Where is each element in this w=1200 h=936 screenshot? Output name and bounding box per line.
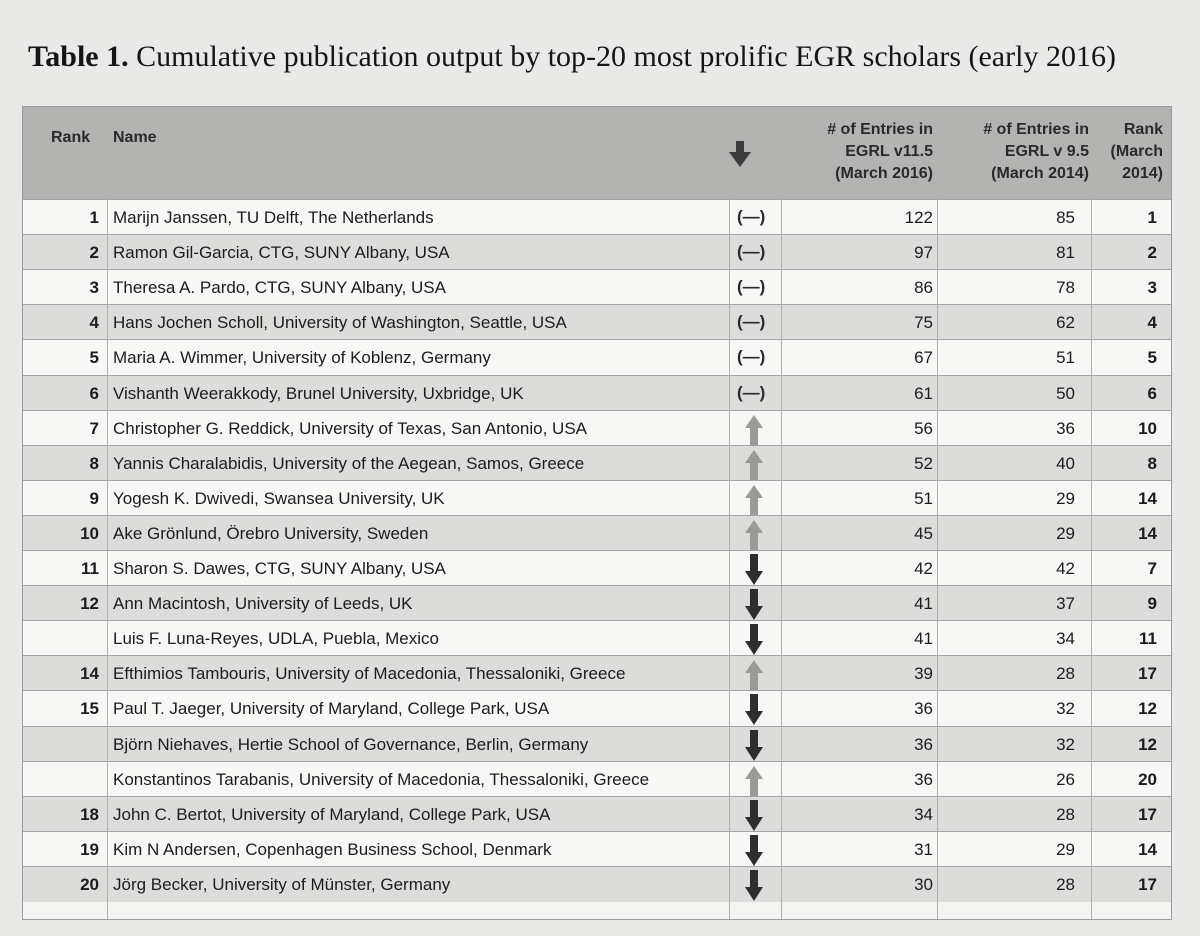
entries-2014-cell: 78: [1056, 278, 1075, 298]
entries-2016-cell: 67: [914, 348, 933, 368]
table-row: [23, 234, 1171, 270]
table-row: [23, 304, 1171, 340]
rank-2014-cell: 8: [1147, 453, 1157, 473]
column-divider: [937, 199, 938, 919]
header-rank: Rank: [51, 129, 91, 146]
arrow-down-icon: [731, 730, 777, 760]
rank-cell: 14: [80, 664, 99, 684]
rank-2014-cell: 10: [1138, 418, 1157, 438]
arrow-up-icon: [731, 414, 777, 444]
arrow-up-icon: [731, 484, 777, 514]
rank-2014-cell: 12: [1138, 734, 1157, 754]
rank-2014-cell: 5: [1147, 348, 1157, 368]
name-cell: Kim N Andersen, Copenhagen Business School, Denmark: [113, 839, 552, 859]
table-row: [23, 199, 1171, 235]
table-row: [23, 866, 1171, 902]
name-cell: Björn Niehaves, Hertie School of Governance, Berlin, Germany: [113, 734, 589, 754]
header-entries-2014: [939, 119, 1089, 185]
name-cell: Paul T. Jaeger, University of Maryland, College Park, USA: [113, 699, 550, 719]
entries-2016-cell: 41: [914, 629, 933, 649]
no-change-label: (—): [737, 347, 766, 367]
no-change-icon: [731, 273, 777, 303]
arrow-up-icon: [731, 765, 777, 795]
rank-cell: 3: [89, 278, 99, 298]
name-cell: Yogesh K. Dwivedi, Swansea University, UK: [113, 488, 445, 508]
no-change-icon: [731, 308, 777, 338]
rank-cell: 10: [80, 523, 99, 543]
table-row: [23, 445, 1171, 481]
rank-cell: 4: [89, 313, 99, 333]
entries-2014-cell: 62: [1056, 313, 1075, 333]
name-cell: Sharon S. Dawes, CTG, SUNY Albany, USA: [113, 559, 446, 578]
header-entries-2016-line2: EGRL v11.5: [845, 143, 933, 160]
arrow-down-icon: [731, 624, 777, 654]
entries-2016-cell: 36: [914, 734, 933, 754]
rank-2014-cell: 9: [1147, 594, 1157, 614]
no-change-label: (—): [737, 277, 766, 297]
rank-2014-cell: 4: [1147, 313, 1157, 333]
rank-2014-cell: 20: [1138, 769, 1157, 789]
rank-cell: 11: [81, 559, 99, 578]
no-change-icon: [731, 203, 777, 233]
rank-2014-cell: 6: [1147, 383, 1157, 403]
rank-2014-cell: 11: [1139, 629, 1157, 649]
rank-cell: 12: [80, 594, 99, 614]
entries-2016-cell: 56: [914, 418, 933, 438]
rank-cell: 8: [89, 453, 99, 473]
entries-2016-cell: 39: [914, 664, 933, 684]
column-divider: [781, 199, 782, 919]
table-row: [23, 831, 1171, 867]
entries-2014-cell: 29: [1056, 488, 1075, 508]
entries-2014-cell: 37: [1056, 594, 1075, 614]
entries-2014-cell: 32: [1056, 699, 1075, 719]
rank-2014-cell: 7: [1147, 559, 1157, 578]
entries-2016-cell: 31: [914, 839, 933, 859]
name-cell: Luis F. Luna-Reyes, UDLA, Puebla, Mexico: [113, 629, 439, 649]
entries-2016-cell: 34: [914, 804, 933, 824]
name-cell: John C. Bertot, University of Maryland, College Park, USA: [113, 804, 551, 824]
entries-2014-cell: 36: [1056, 418, 1075, 438]
entries-2016-cell: 36: [914, 769, 933, 789]
entries-2014-cell: 81: [1056, 243, 1075, 263]
rank-cell: 9: [89, 488, 99, 508]
header-entries-2016-line3: (March 2016): [835, 165, 933, 182]
entries-2016-cell: 86: [914, 278, 933, 298]
no-change-label: (—): [737, 312, 766, 332]
entries-2014-cell: 32: [1056, 734, 1075, 754]
table-row: [23, 339, 1171, 375]
entries-2016-cell: 41: [914, 594, 933, 614]
header-entries-2016-line1: # of Entries in: [827, 121, 933, 138]
no-change-icon: [731, 238, 777, 268]
rank-cell: 7: [89, 418, 99, 438]
rank-2014-cell: 12: [1138, 699, 1157, 719]
name-cell: Ann Macintosh, University of Leeds, UK: [113, 594, 413, 614]
entries-2014-cell: 42: [1056, 559, 1075, 578]
table-caption-text: Cumulative publication output by top-20 most prolific EGR scholars (early 2016): [136, 40, 1116, 73]
arrow-down-icon: [731, 694, 777, 724]
entries-2014-cell: 28: [1056, 804, 1075, 824]
header-entries-2016: [783, 119, 933, 185]
entries-2014-cell: 50: [1056, 383, 1075, 403]
scholars-table: [22, 106, 1172, 920]
table-header: [23, 107, 1171, 199]
no-change-icon: [731, 343, 777, 373]
table-row: [23, 655, 1171, 691]
header-rank-2014: [1095, 119, 1163, 185]
rank-2014-cell: 3: [1147, 278, 1157, 298]
rank-2014-cell: 14: [1138, 488, 1157, 508]
header-name: Name: [113, 129, 157, 146]
entries-2014-cell: 51: [1056, 348, 1075, 368]
arrow-up-icon: [731, 519, 777, 549]
arrow-down-icon: [729, 141, 751, 172]
name-cell: Konstantinos Tarabanis, University of Macedonia, Thessaloniki, Greece: [113, 769, 650, 789]
no-change-label: (—): [737, 382, 766, 402]
column-divider: [1091, 199, 1092, 919]
name-cell: Maria A. Wimmer, University of Koblenz, Germany: [113, 348, 491, 368]
header-rank-2014-line1: Rank: [1123, 121, 1163, 138]
table-row: [23, 410, 1171, 446]
rank-cell: 2: [89, 243, 99, 263]
entries-2016-cell: 51: [914, 488, 933, 508]
arrow-up-icon: [731, 449, 777, 479]
table-row: [23, 726, 1171, 762]
rank-cell: 19: [80, 839, 99, 859]
rank-2014-cell: 14: [1138, 523, 1157, 543]
entries-2014-cell: 28: [1056, 664, 1075, 684]
rank-2014-cell: 17: [1138, 804, 1157, 824]
header-entries-2014-line2: EGRL v 9.5: [1004, 143, 1089, 160]
rank-2014-cell: 14: [1138, 839, 1157, 859]
entries-2014-cell: 26: [1056, 769, 1075, 789]
entries-2016-cell: 45: [914, 523, 933, 543]
column-divider: [107, 199, 108, 919]
table-row: [23, 690, 1171, 726]
no-change-icon: [731, 379, 777, 409]
entries-2016-cell: 52: [914, 453, 933, 473]
rank-cell: 18: [80, 804, 99, 824]
table-caption: [28, 40, 1116, 74]
name-cell: Ake Grönlund, Örebro University, Sweden: [113, 523, 429, 543]
column-divider: [729, 199, 730, 919]
rank-cell: 6: [89, 383, 99, 403]
rank-cell: 1: [89, 208, 99, 227]
entries-2016-cell: 97: [914, 243, 933, 263]
table-row: [23, 761, 1171, 797]
name-cell: Ramon Gil-Garcia, CTG, SUNY Albany, USA: [113, 243, 450, 263]
rank-2014-cell: 1: [1147, 208, 1157, 227]
entries-2016-cell: 36: [914, 699, 933, 719]
no-change-label: (—): [737, 207, 766, 226]
name-cell: Jörg Becker, University of Münster, Germany: [113, 874, 451, 894]
header-entries-2014-line3: (March 2014): [991, 165, 1089, 182]
header-entries-2014-line1: # of Entries in: [983, 121, 1089, 138]
entries-2014-cell: 40: [1056, 453, 1075, 473]
table-row: [23, 515, 1171, 551]
name-cell: Christopher G. Reddick, University of Texas, San Antonio, USA: [113, 418, 588, 438]
entries-2014-cell: 85: [1056, 208, 1075, 227]
entries-2016-cell: 75: [914, 313, 933, 333]
entries-2014-cell: 29: [1056, 523, 1075, 543]
name-cell: Theresa A. Pardo, CTG, SUNY Albany, USA: [113, 278, 446, 298]
arrow-down-icon: [731, 800, 777, 830]
arrow-down-icon: [731, 554, 777, 584]
rank-cell: 20: [80, 874, 99, 894]
name-cell: Efthimios Tambouris, University of Macedonia, Thessaloniki, Greece: [113, 664, 626, 684]
table-row: [23, 796, 1171, 832]
header-rank-2014-line3: 2014): [1122, 165, 1163, 182]
table-caption-label: Table 1.: [28, 40, 129, 73]
arrow-down-icon: [731, 870, 777, 900]
table-row: [23, 480, 1171, 516]
entries-2014-cell: 28: [1056, 874, 1075, 894]
arrow-up-icon: [731, 659, 777, 689]
name-cell: Hans Jochen Scholl, University of Washington, Seattle, USA: [113, 313, 567, 333]
rank-2014-cell: 17: [1138, 874, 1157, 894]
entries-2016-cell: 61: [914, 383, 933, 403]
table-row: [23, 585, 1171, 621]
name-cell: Yannis Charalabidis, University of the Aegean, Samos, Greece: [113, 453, 585, 473]
arrow-down-icon: [731, 835, 777, 865]
rank-2014-cell: 17: [1138, 664, 1157, 684]
rank-cell: 15: [80, 699, 99, 719]
table-row: [23, 620, 1171, 656]
entries-2016-cell: 122: [904, 208, 933, 227]
table-row: [23, 269, 1171, 305]
entries-2016-cell: 42: [914, 559, 933, 578]
table-row: [23, 375, 1171, 411]
arrow-down-icon: [731, 589, 777, 619]
rank-2014-cell: 2: [1147, 243, 1157, 263]
no-change-label: (—): [737, 242, 766, 262]
rank-cell: 5: [89, 348, 99, 368]
entries-2014-cell: 34: [1056, 629, 1075, 649]
header-rank-2014-line2: (March: [1110, 143, 1163, 160]
entries-2014-cell: 29: [1056, 839, 1075, 859]
entries-2016-cell: 30: [914, 874, 933, 894]
name-cell: Marijn Janssen, TU Delft, The Netherlands: [113, 208, 434, 227]
name-cell: Vishanth Weerakkody, Brunel University, Uxbridge, UK: [113, 383, 524, 403]
table-row: [23, 550, 1171, 586]
